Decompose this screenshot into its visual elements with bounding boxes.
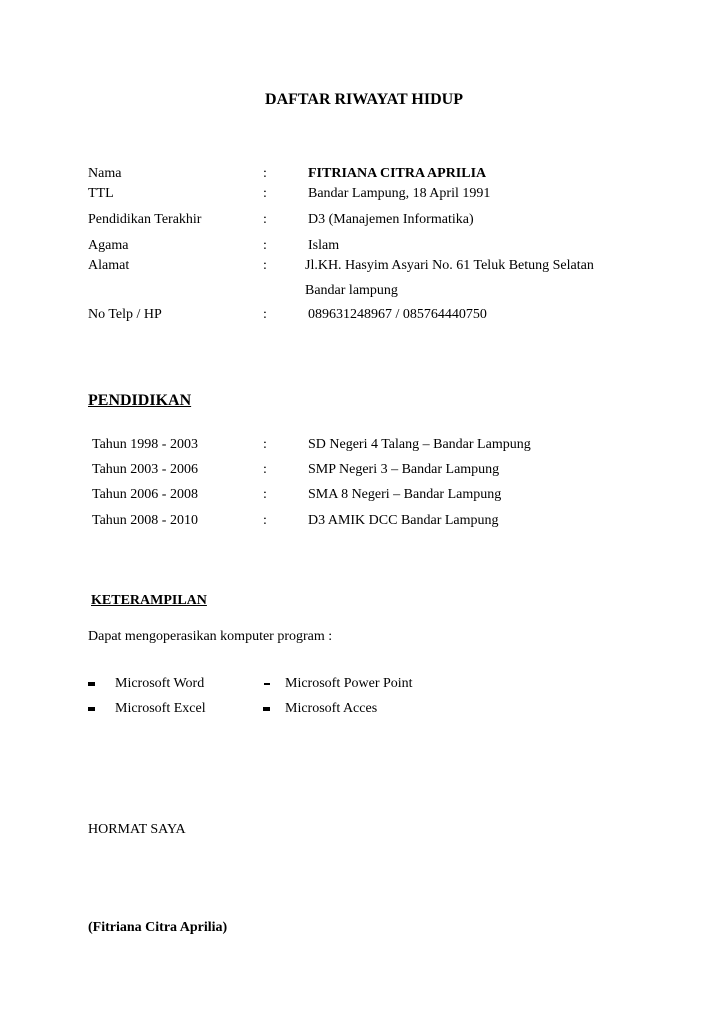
signature-name: (Fitriana Citra Aprilia) [88,920,228,935]
separator: : [263,437,267,452]
document-title: DAFTAR RIWAYAT HIDUP [265,91,463,108]
label-ttl: TTL [88,186,114,201]
education-period: Tahun 2003 - 2006 [92,462,198,477]
bullet-icon [88,682,95,686]
label-alamat: Alamat [88,258,130,273]
dash-icon [264,683,270,685]
skill-item: Microsoft Power Point [285,676,413,691]
skills-heading: KETERAMPILAN [91,593,207,608]
label-agama: Agama [88,238,129,253]
separator: : [263,258,267,273]
education-period: Tahun 2006 - 2008 [92,487,198,502]
bullet-icon [88,707,95,711]
value-telp: 089631248967 / 085764440750 [308,307,487,322]
closing-greeting: HORMAT SAYA [88,822,186,837]
value-pendidikan-terakhir: D3 (Manajemen Informatika) [308,212,474,227]
value-alamat: Jl.KH. Hasyim Asyari No. 61 Teluk Betung Selatan [305,258,594,273]
skill-item: Microsoft Excel [115,701,206,716]
skills-intro: Dapat mengoperasikan komputer program : [88,629,333,644]
skill-item: Microsoft Word [115,676,205,691]
value-alamat-line2: Bandar lampung [305,283,398,298]
education-heading: PENDIDIKAN [88,392,192,409]
label-pendidikan-terakhir: Pendidikan Terakhir [88,212,202,227]
separator: : [263,186,267,201]
separator: : [263,166,267,181]
bullet-icon [263,707,270,711]
separator: : [263,307,267,322]
separator: : [263,462,267,477]
separator: : [263,238,267,253]
value-nama: FITRIANA CITRA APRILIA [308,166,487,181]
separator: : [263,513,267,528]
separator: : [263,487,267,502]
label-nama: Nama [88,166,122,181]
education-period: Tahun 1998 - 2003 [92,437,198,452]
label-telp: No Telp / HP [88,307,162,322]
separator: : [263,212,267,227]
skill-item: Microsoft Acces [285,701,378,716]
value-ttl: Bandar Lampung, 18 April 1991 [308,186,491,201]
education-school: SMA 8 Negeri – Bandar Lampung [308,487,502,502]
value-agama: Islam [308,238,340,253]
education-period: Tahun 2008 - 2010 [92,513,198,528]
education-school: D3 AMIK DCC Bandar Lampung [308,513,499,528]
education-school: SD Negeri 4 Talang – Bandar Lampung [308,437,531,452]
education-school: SMP Negeri 3 – Bandar Lampung [308,462,500,477]
